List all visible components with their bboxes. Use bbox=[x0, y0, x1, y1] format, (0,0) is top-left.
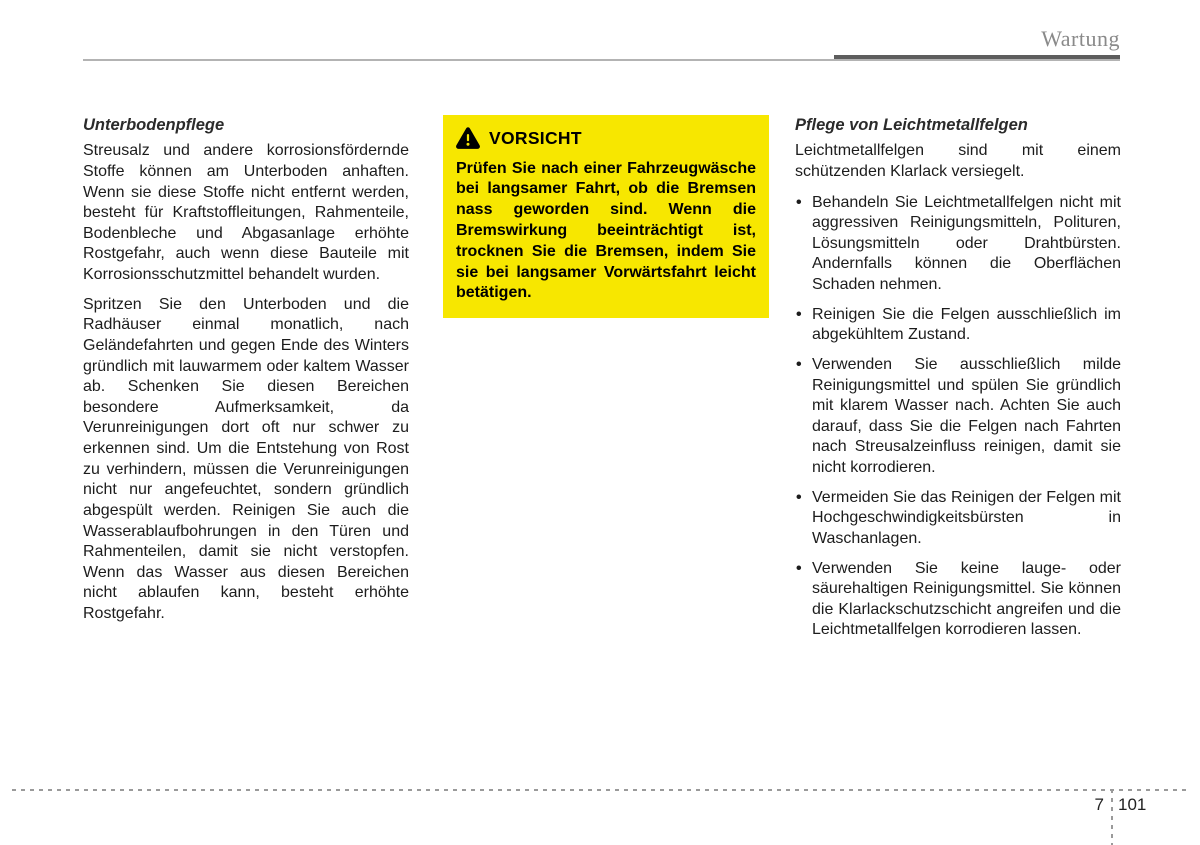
page-number-section: 7 bbox=[1094, 795, 1104, 814]
bullet-marker: • bbox=[796, 193, 802, 211]
footer-vertical-divider bbox=[1111, 789, 1113, 845]
page-number-page: 101 bbox=[1118, 795, 1147, 814]
list-item bbox=[795, 355, 1121, 479]
chapter-title: Wartung bbox=[1041, 26, 1120, 51]
paragraph: Spritzen Sie den Unterboden und die Radhäuser einmal monatlich, nach Geländefahrten und gegen Ende des Winters gründlich mit lauwarmem oder kaltem Wasser ab. Schenken Sie diesen Bereichen besondere Aufmerksamkeit, da Verunreinigungen dort oft nur schwer zu erkennen sind. Um die Entstehung von Rost zu verhindern, müssen die Verunreinigungen nicht nur angefeuchtet, sondern gründlich abgespült werden. Reinigen Sie auch die Wasserablaufbohrungen in den Türen und Rahmenteilen, damit sie nicht verstopfen. Wenn das Wasser aus diesen Bereichen nicht ablaufen kann, besteht erhöhte Rostgefahr. bbox=[83, 295, 409, 623]
bullet-marker: • bbox=[796, 488, 802, 506]
bullet-marker: • bbox=[796, 355, 802, 373]
paragraph: Streusalz und andere korrosionsfördernde Stoffe können am Unterboden anhaften. Wenn sie diese Stoffe nicht entfernt werden, besteht für Kraftstoffleitungen, Rahmenteile, Bodenbleche und Abgasanlage erhöhte Rostgefahr, auch wenn diese Bauteile mit Korrosionsschutzmittel behandelt wurden. bbox=[83, 142, 409, 284]
list-item-text: Reinigen Sie die Felgen ausschließlich im abgekühltem Zustand. bbox=[812, 305, 1121, 344]
list-item-text: Verwenden Sie ausschließlich milde Reinigungsmittel und spülen Sie gründlich mit klarem Wasser nach. Achten Sie auch darauf, dass Sie die Felgen nach Fahrten nach Streusalzeinfluss reinigen, damit sie nicht korrodieren. bbox=[812, 355, 1121, 477]
caution-header bbox=[456, 127, 756, 150]
middle-column bbox=[443, 115, 769, 318]
list-item bbox=[795, 305, 1121, 346]
footer-divider bbox=[12, 789, 1188, 791]
list-item-text: Verwenden Sie keine lauge- oder säurehaltigen Reinigungsmittel. Sie können die Klarlackschutzschicht angreifen und die Leichtmetallfelgen korrodieren lassen. bbox=[812, 559, 1121, 639]
list-item bbox=[795, 488, 1121, 550]
warning-triangle-icon bbox=[456, 127, 480, 149]
list-item bbox=[795, 559, 1121, 642]
section-heading-unterbodenpflege: Unterbodenpflege bbox=[83, 116, 225, 134]
caution-body: Prüfen Sie nach einer Fahrzeugwäsche bei langsamer Fahrt, ob die Bremsen nass geworden sind. Wenn die Bremswirkung beeinträchtigt ist, trocknen Sie die Bremsen, indem Sie sie bei langsamer Vorwärtsfahrt leicht betätigen. bbox=[456, 159, 756, 302]
bullet-marker: • bbox=[796, 559, 802, 577]
paragraph: Leichtmetallfelgen sind mit einem schützenden Klarlack versiegelt. bbox=[795, 142, 1121, 180]
bullet-list bbox=[795, 193, 1121, 642]
header-rule-thin bbox=[83, 59, 1120, 61]
list-item-text: Vermeiden Sie das Reinigen der Felgen mit Hochgeschwindigkeitsbürsten in Waschanlagen. bbox=[812, 488, 1121, 547]
right-column bbox=[795, 115, 1121, 650]
list-item bbox=[795, 193, 1121, 296]
list-item-text: Behandeln Sie Leichtmetallfelgen nicht mit aggressiven Reinigungsmitteln, Polituren, Lösungsmitteln oder Drahtbürsten. Andernfalls können die Oberflächen Schaden nehmen. bbox=[812, 193, 1121, 294]
section-heading-leichtmetallfelgen: Pflege von Leichtmetallfelgen bbox=[795, 116, 1028, 134]
caution-title: VORSICHT bbox=[489, 128, 582, 148]
left-column bbox=[83, 115, 409, 634]
bullet-marker: • bbox=[796, 305, 802, 323]
caution-box bbox=[443, 115, 769, 318]
